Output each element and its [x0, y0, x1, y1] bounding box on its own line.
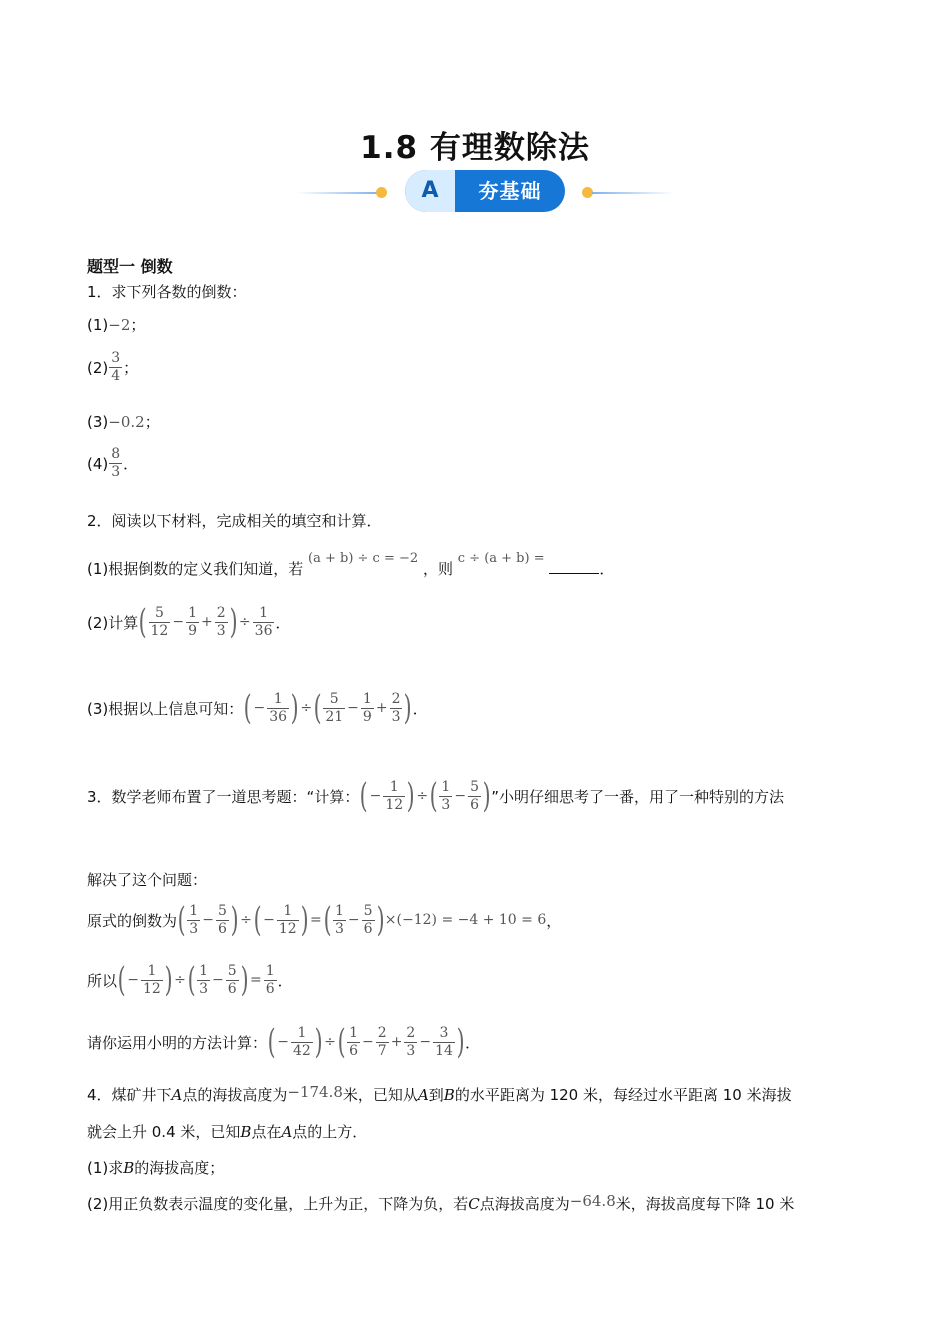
equals-sign: = [309, 912, 322, 928]
q1-p4-label: (4) [87, 454, 109, 473]
q2-p1-expr1: (a + b) ÷ c = −2 [308, 551, 419, 566]
q1-p3-value: −0.2 [108, 413, 145, 431]
q3-l5-g3d: 7 [377, 1042, 387, 1059]
q2-p3-end: ． [412, 699, 428, 718]
paren-open: ( [253, 900, 262, 940]
paren-close: ) [404, 688, 413, 728]
banner-dot-left [376, 187, 387, 198]
divide-sign: ÷ [240, 912, 252, 928]
q2-p2-frac3 [215, 605, 228, 640]
minus-sign: − [172, 614, 185, 630]
divide-sign: ÷ [300, 700, 313, 716]
q3-l3-f3n: 1 [283, 902, 293, 919]
minus-sign: − [263, 912, 275, 928]
minus-sign: − [419, 1034, 432, 1050]
q3-l4-f1d: 12 [143, 980, 161, 997]
q3-l5-frac4 [404, 1025, 417, 1060]
q3-stem-prefix: 3．数学老师布置了一道思考题：“计算： [87, 787, 360, 806]
q1-part1 [87, 314, 145, 335]
q3-l3-frac4 [333, 903, 346, 938]
q3-line3-prefix: 原式的倒数为 [87, 911, 178, 930]
q1-p1-label: (1) [87, 316, 109, 334]
level-letter: A [405, 170, 455, 212]
paren-open: ( [117, 960, 126, 1000]
q1-p2-den: 4 [111, 368, 121, 384]
q3-line4 [87, 962, 293, 998]
q1-p1-value: −2 [108, 316, 131, 334]
q3-l3-frac5 [362, 903, 375, 938]
q3-l4-f2d: 3 [199, 980, 209, 997]
q2-p3-f1n: 1 [273, 690, 283, 707]
q3-frac1 [383, 779, 405, 814]
q3-l3-f5d: 6 [363, 920, 373, 937]
q1-p2-num: 3 [111, 350, 121, 366]
q2-p3-frac3 [361, 691, 374, 726]
q4-l1-h: B [443, 1086, 455, 1104]
q2-p2-f1d: 12 [150, 622, 169, 639]
q4-l2-b: B [240, 1123, 252, 1141]
q4-l3-a: (1)求 [87, 1159, 124, 1177]
q4-l2-e: 点的上方． [292, 1123, 368, 1141]
q4-line2 [87, 1121, 367, 1142]
q4-l1-d: −174.8 [287, 1083, 343, 1101]
q1-p2-label: (2) [87, 358, 109, 377]
q1-part3 [87, 411, 160, 432]
q3-l3-f5n: 5 [363, 902, 373, 919]
q3-f1d: 12 [385, 796, 404, 813]
q3-line3 [87, 902, 561, 938]
q2-p3-f4n: 2 [391, 690, 401, 707]
q2-p2-prefix: (2)计算 [87, 613, 139, 632]
q3-l5-frac5 [433, 1025, 455, 1060]
q3-line4-end: ． [277, 971, 293, 990]
paren-close: ) [482, 776, 491, 816]
q1-p1-end: ； [130, 316, 146, 334]
q2-p2-f3d: 3 [216, 622, 226, 639]
q3-l5-g2n: 1 [349, 1024, 359, 1041]
minus-sign: − [454, 788, 467, 804]
q1-p3-label: (3) [87, 413, 109, 431]
q3-l3-f3d: 12 [278, 920, 297, 937]
q3-frac3 [468, 779, 481, 814]
paren-open: ( [429, 776, 438, 816]
q3-l5-frac2 [347, 1025, 360, 1060]
q3-l5-frac3 [376, 1025, 389, 1060]
q2-p2-frac4 [253, 605, 275, 640]
q4-l4-d: −64.8 [569, 1192, 616, 1210]
paren-open: ( [187, 960, 196, 1000]
paren-close: ) [240, 960, 249, 1000]
q4-line4 [87, 1193, 794, 1214]
q3-l3-f2n: 5 [217, 902, 227, 919]
q2-p2-f1n: 5 [154, 604, 164, 621]
q3-l4-f2n: 1 [199, 962, 209, 979]
q3-l3-frac3 [277, 903, 299, 938]
paren-close: ) [456, 1022, 465, 1062]
q4-l1-c: 点的海拔高度为 [182, 1086, 288, 1104]
q2-p2-frac2 [186, 605, 199, 640]
minus-sign: − [362, 1034, 374, 1050]
paren-close: ) [314, 1022, 323, 1062]
level-badge [405, 170, 565, 212]
q2-p3-frac1 [267, 691, 289, 726]
q3-line5-end: ． [465, 1033, 481, 1052]
q2-p2-f2d: 9 [188, 622, 197, 639]
q3-f3n: 5 [470, 778, 479, 795]
minus-sign: − [347, 912, 360, 928]
q2-p1-mid: ，则 [422, 560, 453, 578]
q3-f2d: 3 [441, 796, 451, 813]
q3-l3-f4n: 1 [334, 902, 344, 919]
q1-p2-end: ； [123, 359, 139, 377]
q2-p1-end: ． [599, 560, 615, 578]
q2-p2-f3n: 2 [216, 604, 226, 621]
q2-p2-f2n: 1 [188, 604, 197, 621]
q2-part2 [87, 604, 291, 640]
q1-p4-den: 3 [111, 464, 121, 480]
q2-p3-f3d: 9 [362, 708, 372, 725]
q3-l4-rd: 6 [265, 980, 275, 997]
level-banner [0, 166, 950, 216]
plus-sign: + [390, 1034, 403, 1050]
q3-l3-f1d: 3 [189, 920, 199, 937]
banner-line-right [592, 192, 674, 194]
q3-stem [87, 778, 784, 814]
q2-p3-frac4 [390, 691, 403, 726]
q4-l2-a: 就会上升 0.4 米，已知 [87, 1123, 241, 1141]
q1-p3-end: ； [144, 413, 160, 431]
q4-l2-d: A [281, 1123, 293, 1141]
q3-l3-f4d: 3 [334, 920, 344, 937]
q3-l5-g1n: 1 [297, 1024, 307, 1041]
divide-sign: ÷ [416, 788, 429, 804]
q3-l5-g1d: 42 [293, 1042, 311, 1059]
q3-line4-prefix: 所以 [87, 971, 118, 990]
q1-part4 [87, 446, 138, 481]
q1-stem: 1．求下列各数的倒数： [87, 283, 247, 301]
paren-close: ) [376, 900, 385, 940]
paren-open: ( [177, 900, 186, 940]
minus-sign: − [369, 788, 382, 804]
q2-p2-end: ． [275, 613, 291, 632]
divide-sign: ÷ [238, 614, 251, 630]
q3-line2: 解决了这个问题： [87, 871, 208, 889]
q4-line3 [87, 1157, 224, 1178]
q2-p3-f2n: 5 [329, 690, 339, 707]
q3-stem-suffix: ”小明仔细思考了一番，用了一种特别的方法 [491, 787, 785, 806]
q3-line3-end: ， [546, 911, 562, 930]
q2-p3-frac2 [323, 691, 345, 726]
q3-l3-frac2 [216, 903, 229, 938]
q3-l3-f1n: 1 [189, 902, 199, 919]
q4-l4-c: 点海拔高度为 [479, 1195, 570, 1213]
paren-open: ( [243, 688, 252, 728]
minus-sign: − [253, 700, 266, 716]
paren-close: ) [290, 688, 299, 728]
q3-l5-g2d: 6 [349, 1042, 359, 1059]
q3-l4-rn: 1 [265, 962, 275, 979]
q1-p4-fraction [109, 446, 122, 481]
q3-f1n: 1 [389, 778, 399, 795]
banner-line-left [296, 192, 378, 194]
divide-sign: ÷ [174, 972, 186, 988]
q4-l4-e: 米，海拔高度每下降 10 米 [615, 1195, 795, 1213]
section-heading: 题型一 倒数 [87, 257, 173, 276]
paren-close: ) [229, 602, 238, 642]
paren-open: ( [337, 1022, 346, 1062]
q3-l5-g4n: 2 [406, 1024, 416, 1041]
q3-l4-result [264, 963, 277, 998]
paren-close: ) [406, 776, 415, 816]
q2-p3-f1d: 36 [269, 708, 288, 725]
minus-sign: − [212, 972, 224, 988]
q3-l3-f2d: 6 [217, 920, 227, 937]
q3-l4-f1n: 1 [147, 962, 157, 979]
q4-l3-c: 的海拔高度； [134, 1159, 225, 1177]
q4-l1-e: 米，已知从 [342, 1086, 418, 1104]
q3-l4-frac2 [197, 963, 210, 998]
q1-p4-num: 8 [111, 446, 121, 462]
plus-sign: + [201, 614, 213, 630]
minus-sign: − [127, 972, 140, 988]
q2-p3-prefix: (3)根据以上信息可知： [87, 699, 244, 718]
q4-l1-b: A [171, 1086, 183, 1104]
q4-l4-b: C [468, 1195, 480, 1213]
q1-p4-end: ． [123, 455, 139, 473]
q2-p1-answer-blank[interactable] [549, 559, 599, 574]
q4-line1 [87, 1084, 792, 1105]
paren-open: ( [359, 776, 368, 816]
q3-l4-frac3 [226, 963, 239, 998]
q3-f3d: 6 [470, 796, 479, 813]
q3-l5-g5n: 3 [439, 1024, 449, 1041]
q3-f2n: 1 [441, 778, 451, 795]
plus-sign: + [375, 700, 388, 716]
minus-sign: − [277, 1034, 290, 1050]
q3-l3-frac1 [187, 903, 200, 938]
paren-open: ( [267, 1022, 276, 1062]
q2-p2-f4n: 1 [259, 604, 269, 621]
paren-close: ) [164, 960, 173, 1000]
divide-sign: ÷ [324, 1034, 336, 1050]
paren-open: ( [138, 602, 147, 642]
q4-l2-c: 点在 [251, 1123, 282, 1141]
q1-p2-fraction [109, 350, 122, 385]
q2-p3-f3n: 1 [362, 690, 372, 707]
q2-p2-frac1 [149, 605, 171, 640]
q2-part3 [87, 690, 428, 726]
q4-l4-a: (2)用正负数表示温度的变化量，上升为正，下降为负，若 [87, 1195, 469, 1213]
paren-close: ) [230, 900, 239, 940]
q1-part2 [87, 350, 138, 385]
q2-p2-f4d: 36 [254, 622, 273, 639]
minus-sign: − [347, 700, 359, 716]
level-label: 夯基础 [478, 179, 542, 203]
paren-open: ( [323, 900, 332, 940]
q2-p3-f2d: 21 [325, 708, 344, 725]
q4-l1-i: 的水平距离为 120 米，每经过水平距离 10 米海拔 [454, 1086, 792, 1104]
q2-stem: 2．阅读以下材料，完成相关的填空和计算． [87, 512, 382, 530]
paren-open: ( [313, 688, 322, 728]
q2-p1-prefix: (1)根据倒数的定义我们知道，若 [87, 560, 304, 578]
q2-part1 [87, 551, 615, 579]
q2-p3-f4d: 3 [391, 708, 401, 725]
q3-l5-frac1 [291, 1025, 313, 1060]
q3-line5 [87, 1024, 480, 1060]
q3-l4-frac1 [141, 963, 163, 998]
q2-p1-expr2: c ÷ (a + b) = [457, 551, 545, 566]
equals-sign: = [249, 972, 262, 988]
q3-l5-g4d: 3 [406, 1042, 416, 1059]
q4-l3-b: B [123, 1159, 135, 1177]
q3-l4-f3n: 5 [227, 962, 237, 979]
q3-l4-f3d: 6 [227, 980, 237, 997]
q4-l1-g: 到 [428, 1086, 444, 1104]
q3-l5-g5d: 14 [435, 1042, 453, 1059]
q3-frac2 [439, 779, 452, 814]
page-title: 1.8 有理数除法 [360, 130, 590, 166]
q3-l5-g3n: 2 [377, 1024, 387, 1041]
paren-close: ) [300, 900, 309, 940]
q4-l1-f: A [417, 1086, 429, 1104]
q3-line3-tail: ×(−12) = −4 + 10 = 6 [384, 912, 547, 928]
minus-sign: − [202, 912, 214, 928]
q3-line5-prefix: 请你运用小明的方法计算： [87, 1033, 268, 1052]
q4-l1-a: 4．煤矿井下 [87, 1086, 172, 1104]
